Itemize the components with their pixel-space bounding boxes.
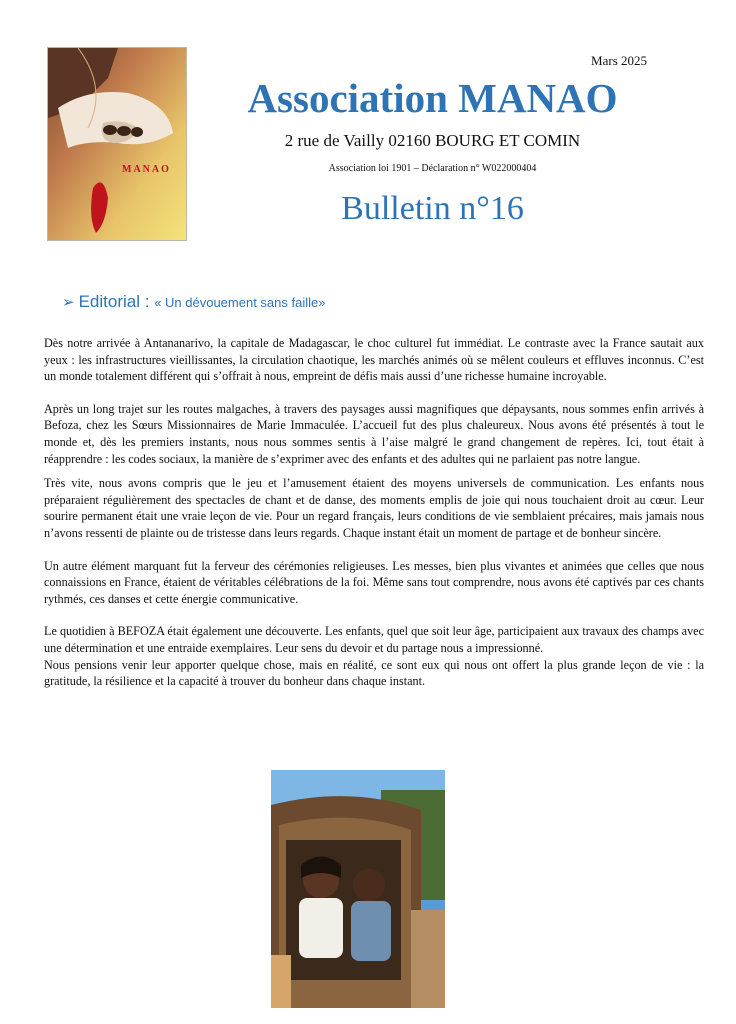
association-logo <box>47 47 187 241</box>
editorial-subtitle: « Un dévouement sans faille» <box>154 295 326 310</box>
bulletin-number: Bulletin n°16 <box>341 190 524 227</box>
legal-declaration: Association loi 1901 – Déclaration n° W022000404 <box>328 163 537 174</box>
children-in-vehicle-image <box>271 770 445 1008</box>
logo-illustration <box>48 48 186 240</box>
organization-name: Association MANAO <box>247 75 618 121</box>
children-photo <box>271 770 445 1008</box>
paragraph-3: Très vite, nous avons compris que le jeu et l’amusement étaient des moyens universels de communication. Les enfants nous préparaient régulièrement des spectacles de chant et de danse, des moments emplis de joie qui nous touchaient droit au cœur. Leur sourire permanent était une vraie leçon de vie. Pour un regard français, leurs conditions de vie semblaient précaires, mais jamais nous n’avons ressenti de plainte ou de tristesse dans leurs regards. Chaque instant était un moment de partage et de bonheur sincère. <box>44 476 704 540</box>
paragraph-1: Dès notre arrivée à Antananarivo, la capitale de Madagascar, le choc culturel fut immédiat. Le contraste avec la France sautait aux yeux : les infrastructures vieillissantes, la circulation chaotique, les marchés animés où se mêlent couleurs et effluves inconnus. C’est un monde totalement différent qui s’offrait à nous, empreint de défis mais aussi d’une richesse humaine incroyable. <box>44 336 704 384</box>
logo-wordmark: MANAO <box>122 164 171 175</box>
organization-address: 2 rue de Vailly 02160 BOURG ET COMIN <box>284 131 581 150</box>
editorial-article <box>44 335 704 690</box>
paragraph-4: Un autre élément marquant fut la ferveur des cérémonies religieuses. Les messes, bien plus vivantes et animées que celles que nous connaissions en France, étaient de véritables célébrations de la foi. Même sans tout comprendre, nous avons été captivés par ces chants rythmés, ces danses et cette énergie communicative. <box>44 558 704 606</box>
editorial-heading <box>62 292 325 312</box>
paragraph-5: Le quotidien à BEFOZA était également une découverte. Les enfants, quel que soit leur âge, participaient aux travaux des champs avec une détermination et une entraide exemplaires. Leur sens du devoir et du partage nous a impressionné. <box>44 624 704 655</box>
editorial-title: Editorial : <box>78 292 150 311</box>
paragraph-2: Après un long trajet sur les routes malgaches, à travers des paysages aussi magnifiques que dépaysants, nous sommes enfin arrivés à Befoza, chez les Sœurs Missionnaires de Marie Immaculée. L’accueil fut des plus chaleureux. Nous avons été présentés à tout le monde et, dès les premiers instants, nous nous sommes sentis à l’aise malgré le grand changement de repères. Ici, tout était à réapprendre : les codes sociaux, la manière de s’exprimer avec des enfants et des adultes qui ne parlaient pas notre langue. <box>44 401 704 466</box>
issue-date: Mars 2025 <box>591 53 647 68</box>
paragraph-6: Nous pensions venir leur apporter quelque chose, mais en réalité, ce sont eux qui nous ont offert la plus grande leçon de vie : la gratitude, la résilience et la capacité à trouver du bonheur dans chaque instant. <box>44 657 704 689</box>
arrow-bullet-icon: ➢ <box>62 294 75 311</box>
